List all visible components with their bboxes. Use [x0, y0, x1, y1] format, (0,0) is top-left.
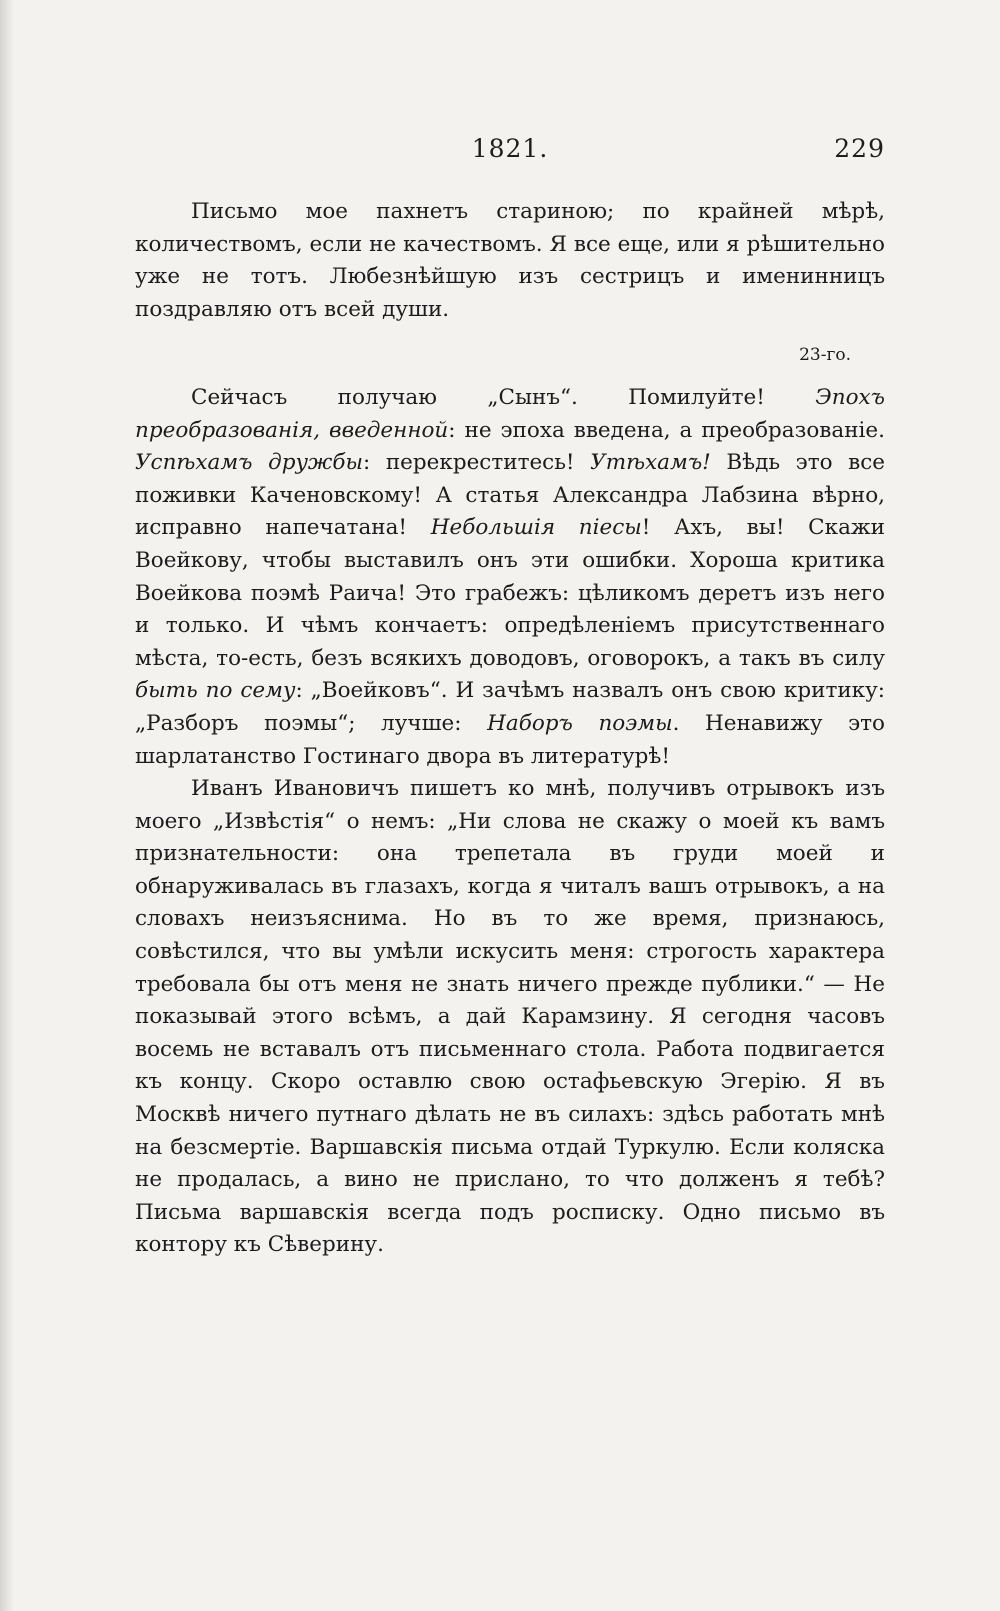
text-run: : перекреститесь! — [363, 450, 591, 476]
text-run: Иванъ Ивановичъ пишетъ ко мнѣ, получивъ отрывокъ изъ моего „Извѣстія“ о немъ: „Ни слова не скажу о моей къ вамъ признательности: она трепетала въ груди моей и обнаруживалась въ глазахъ, когда я читалъ вашъ отрывокъ, а на словахъ неизъяснима. Но въ то же время, признаюсь, совѣстился, что вы умѣли искусить меня: строгость характера требовала бы отъ меня не знать ничего прежде публики.“ — Не показывай этого всѣмъ, а дай Карамзину. Я сегодня часовъ восемь не вставалъ отъ письменнаго стола. Работа подвигается къ концу. Скоро оставлю свою остафьевскую Эгерію. Я въ Москвѣ ничего путнаго дѣлать не въ силахъ: здѣсь работать мнѣ на безсмертіе. Варшавскія письма отдай Туркулю. Если коляска не продалась, а вино не прислано, то что долженъ я тебѣ? Письма варшавскія всегда подъ росписку. Одно письмо въ контору къ Сѣверину. — [135, 776, 885, 1258]
italic-phrase: Успѣхамъ дружбы — [135, 450, 364, 476]
italic-phrase: Утѣхамъ! — [590, 450, 711, 476]
italic-phrase: Эпохъ преобразованія, введенной — [135, 384, 885, 443]
paragraph — [135, 773, 885, 1262]
running-header — [135, 134, 885, 174]
text-run: Письмо мое пахнетъ стариною; по крайней мѣрѣ, количествомъ, если не качествомъ. Я все еще, или я рѣшительно уже не тотъ. Любезнѣйшую изъ сестрицъ и именинницъ поздравляю отъ всей души. — [135, 199, 885, 322]
body-text — [135, 196, 885, 1262]
paragraph — [135, 382, 885, 773]
text-run: ! Ахъ, вы! Скажи Воейкову, чтобы выставилъ онъ эти ошибки. Хороша критика Воейкова поэмѣ Раича! Это грабежъ: цѣликомъ деретъ изъ него и только. И чѣмъ кончаетъ: опредѣленіемъ присутственнаго мѣста, то-есть, безъ всякихъ доводовъ, оговорокъ, а такъ въ силу — [135, 515, 885, 671]
text-run: . Ненавижу это шарлатанство Гостинаго двора въ литературѣ! — [135, 710, 886, 769]
running-header-year: 1821. — [471, 134, 549, 163]
text-run: : „Воейковъ“. И зачѣмъ назвалъ онъ свою критику: „Разборъ поэмы“; лучше: — [135, 678, 885, 736]
italic-phrase: быть по сему — [135, 678, 296, 704]
text-run: Вѣдь это все поживки Каченовскому! А статья Александра Лабзина вѣрно, исправно напечатана! — [135, 450, 885, 541]
paragraph — [135, 196, 885, 326]
text-run: : не эпоха введена, а преобразованіе. — [448, 417, 885, 443]
italic-phrase: Небольшія піесы — [430, 515, 642, 541]
page-number: 229 — [834, 134, 885, 163]
page-edge-shadow — [0, 0, 14, 1611]
italic-phrase: Наборъ поэмы — [487, 710, 673, 736]
text-run: Сейчасъ получаю „Сынъ“. Помилуйте! — [191, 384, 816, 410]
letter-date: 23-го. — [799, 345, 851, 366]
